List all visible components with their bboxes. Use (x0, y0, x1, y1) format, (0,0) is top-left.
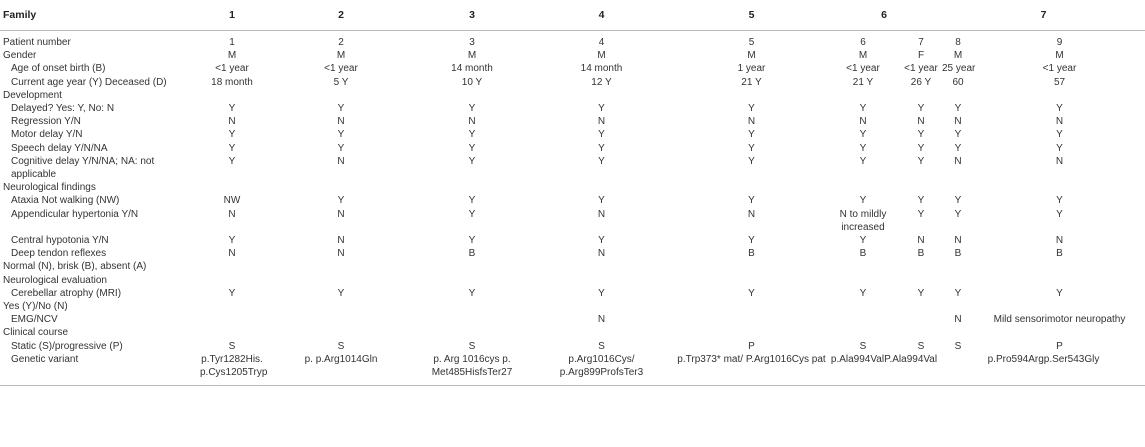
table-row (0, 128, 1145, 141)
table-cell: p. Arg 1016cys p. Met485HisfsTer27 (431, 353, 513, 379)
table-cell: Y (748, 142, 755, 154)
table-cell: Y (954, 142, 962, 154)
table-cell (826, 181, 900, 194)
table-cell: S (954, 340, 962, 352)
table-cell (418, 313, 526, 326)
table-cell: 7 (918, 37, 924, 48)
row-label: Development (3, 89, 62, 101)
table-cell: N (597, 208, 606, 220)
table-cell: Y (917, 208, 925, 220)
table-cell: S (917, 340, 925, 352)
table-row (0, 155, 1145, 181)
table-cell: Y (337, 103, 345, 115)
table-cell: B (954, 248, 962, 260)
table-cell: M (953, 50, 963, 62)
table-cell (200, 274, 264, 287)
row-label: Yes (Y)/No (N) (3, 301, 68, 313)
table-cell (264, 300, 418, 313)
row-label: Central hypotonia Y/N (11, 235, 109, 247)
table-cell (200, 326, 264, 339)
table-row (0, 208, 1145, 234)
table-cell: Y (1056, 208, 1063, 220)
row-label: Current age year (Y) Deceased (D) (11, 76, 167, 88)
table-cell: p.Tyr1282His. p.Cys1205Tryp (200, 353, 268, 379)
table-cell: Y (748, 155, 755, 167)
table-cell: M (747, 50, 756, 62)
table-cell: N (597, 314, 606, 326)
table-cell: Y (468, 287, 476, 299)
table-cell (942, 274, 974, 287)
table-cell: Y (859, 129, 867, 141)
table-cell: Y (917, 195, 925, 207)
table-cell: Y (859, 155, 867, 167)
table-cell: B (468, 248, 476, 260)
table-cell (826, 326, 900, 339)
table-cell: B (859, 248, 867, 260)
table-cell (264, 326, 418, 339)
table-cell (974, 300, 1145, 313)
table-cell: Y (1056, 142, 1063, 154)
table-cell: Y (228, 103, 236, 115)
row-label: Delayed? Yes: Y, No: N (11, 103, 115, 115)
table-cell (974, 260, 1145, 273)
table-cell: Y (748, 103, 755, 115)
table-cell: 14 month (580, 63, 623, 75)
table-cell (418, 326, 526, 339)
table-row (0, 31, 1145, 50)
table-cell: <1 year (1042, 63, 1077, 75)
table-cell: N (1055, 116, 1064, 128)
table-cell: 3 (469, 37, 475, 48)
table-cell: p.Ala994ValP.Ala994Val (830, 353, 938, 365)
table-cell: B (748, 248, 755, 260)
table-cell (526, 274, 677, 287)
table-cell: M (858, 50, 868, 62)
table-row (0, 274, 1145, 287)
table-cell: N (337, 208, 345, 220)
table-cell (677, 274, 826, 287)
table-cell (974, 89, 1145, 102)
table-cell: N to mildly increased (839, 208, 887, 233)
table-cell: Mild sensorimotor neuropathy (993, 314, 1126, 326)
row-label: EMG/NCV (11, 314, 58, 326)
table-cell: <1 year (215, 63, 249, 75)
table-cell (200, 260, 264, 273)
table-cell (526, 181, 677, 194)
table-cell: p.Pro594Argp.Ser543Gly (987, 353, 1100, 365)
table-cell: Y (748, 195, 755, 207)
table-cell: 4 (598, 37, 605, 48)
table-cell: 2 (338, 37, 344, 48)
family-header-5: 5 (677, 0, 826, 31)
table-cell: N (747, 208, 756, 220)
row-label: Deep tendon reflexes (11, 248, 107, 260)
table-cell: Y (598, 235, 605, 247)
table-cell: N (597, 248, 606, 260)
table-cell (942, 260, 974, 273)
table-cell: 18 month (211, 76, 253, 88)
table-cell: S (859, 340, 867, 352)
table-row (0, 287, 1145, 300)
table-cell: Y (598, 195, 605, 207)
table-cell: 5 (748, 37, 755, 48)
table-cell: Y (954, 195, 962, 207)
table-row (0, 62, 1145, 75)
table-cell: Y (859, 287, 867, 299)
table-cell (826, 89, 900, 102)
table-cell: N (917, 235, 925, 247)
row-label: Speech delay Y/N/NA (11, 142, 108, 154)
table-cell (974, 274, 1145, 287)
table-row (0, 89, 1145, 102)
table-cell (900, 300, 942, 313)
table-cell: Y (337, 142, 345, 154)
row-label: Gender (3, 50, 37, 62)
table-cell: 12 Y (591, 76, 612, 88)
table-row (0, 234, 1145, 247)
table-cell (974, 181, 1145, 194)
table-cell: 21 Y (741, 76, 762, 88)
table-cell (264, 89, 418, 102)
table-cell: Y (468, 155, 476, 167)
table-cell (826, 300, 900, 313)
table-cell: <1 year (324, 63, 358, 75)
table-cell: 60 (952, 76, 964, 88)
table-cell: p.Trp373* mat/ P.Arg1016Cys pat (677, 353, 826, 365)
table-cell: Y (228, 287, 236, 299)
table-cell (900, 326, 942, 339)
table-cell (900, 260, 942, 273)
table-cell (200, 300, 264, 313)
table-cell (200, 181, 264, 194)
row-label: Neurological evaluation (3, 274, 107, 286)
table-cell: P (1056, 340, 1063, 352)
row-label: Static (S)/progressive (P) (11, 340, 123, 352)
table-cell: Y (917, 287, 925, 299)
table-cell: Y (859, 142, 867, 154)
table-cell: Y (1056, 195, 1063, 207)
table-cell (974, 326, 1145, 339)
table-cell: Y (337, 287, 345, 299)
table-cell: 25 year (942, 63, 976, 75)
family-header-3: 3 (418, 0, 526, 31)
row-label: Cerebellar atrophy (MRI) (11, 287, 122, 299)
table-cell (526, 89, 677, 102)
table-cell (677, 300, 826, 313)
table-cell: 1 (229, 37, 235, 48)
family-header-1: 1 (200, 0, 264, 31)
table-cell: N (917, 116, 925, 128)
table-cell (418, 181, 526, 194)
table-row (0, 194, 1145, 207)
table-cell (677, 89, 826, 102)
table-cell: N (337, 155, 345, 167)
table-cell (677, 326, 826, 339)
table-cell (264, 181, 418, 194)
table-cell: Y (1056, 287, 1063, 299)
table-cell: Y (917, 155, 925, 167)
table-cell (526, 326, 677, 339)
table-cell: 9 (1056, 37, 1063, 48)
table-cell: N (1055, 235, 1064, 247)
table-cell: Y (748, 287, 755, 299)
table-cell (677, 260, 826, 273)
table-cell: 1 year (737, 63, 766, 75)
table-row (0, 142, 1145, 155)
table-cell: Y (859, 235, 867, 247)
table-cell: B (1056, 248, 1063, 260)
table-row (0, 115, 1145, 128)
table-cell: Y (228, 155, 236, 167)
table-cell: 21 Y (852, 76, 874, 88)
table-cell: N (954, 155, 962, 167)
table-row (0, 300, 1145, 313)
table-cell: Y (468, 129, 476, 141)
table-cell: N (954, 116, 962, 128)
row-label: Patient number (3, 37, 71, 48)
table-cell: Y (917, 142, 925, 154)
table-cell: 5 Y (333, 76, 349, 88)
table-cell (900, 274, 942, 287)
row-label: Neurological findings (3, 182, 96, 194)
family-header-row (0, 0, 1145, 31)
table-cell: Y (1056, 103, 1063, 115)
row-label: Genetic variant (11, 353, 79, 365)
table-cell: N (1055, 155, 1064, 167)
table-cell: Y (859, 195, 867, 207)
table-cell: N (747, 116, 756, 128)
table-cell: Y (954, 287, 962, 299)
table-cell: Y (917, 103, 925, 115)
table-cell: Y (228, 235, 236, 247)
table-cell (826, 313, 900, 326)
table-cell (264, 274, 418, 287)
family-header-4: 4 (526, 0, 677, 31)
row-label: Normal (N), brisk (B), absent (A) (3, 261, 147, 273)
table-cell: Y (337, 129, 345, 141)
table-cell: N (859, 116, 867, 128)
table-cell: Y (468, 235, 476, 247)
table-cell (900, 89, 942, 102)
row-label: Age of onset birth (B) (11, 63, 106, 75)
table-cell: 8 (955, 37, 961, 48)
table-cell: S (228, 340, 236, 352)
table-row (0, 340, 1145, 353)
table-cell: N (337, 248, 345, 260)
table-cell (900, 181, 942, 194)
table-cell: Y (598, 142, 605, 154)
table-cell (900, 313, 942, 326)
table-cell (677, 181, 826, 194)
table-cell: 6 (860, 37, 866, 48)
table-cell (826, 274, 900, 287)
table-row (0, 76, 1145, 89)
family-header-label: Family (0, 0, 200, 31)
table-cell: N (337, 235, 345, 247)
table-cell: p. p.Arg1014Gln (304, 353, 378, 365)
table-cell (826, 260, 900, 273)
table-cell: Y (748, 129, 755, 141)
table-cell: NW (223, 195, 241, 207)
table-cell (418, 300, 526, 313)
table-cell: S (337, 340, 345, 352)
table-cell: M (597, 50, 606, 62)
table-cell: Y (917, 129, 925, 141)
table-cell (526, 300, 677, 313)
table-cell: Y (228, 142, 236, 154)
table-row (0, 102, 1145, 115)
table-cell: Y (468, 103, 476, 115)
row-label: Motor delay Y/N (11, 129, 83, 141)
table-cell (264, 260, 418, 273)
table-cell: S (598, 340, 605, 352)
table-row (0, 260, 1145, 273)
table-cell: 57 (1053, 76, 1066, 88)
table-row (0, 181, 1145, 194)
table-cell: <1 year (904, 63, 938, 75)
table-cell: Y (598, 287, 605, 299)
table-cell: N (228, 208, 236, 220)
table-cell: Y (954, 208, 962, 220)
row-label: Ataxia Not walking (NW) (11, 195, 120, 207)
table-cell: M (467, 50, 477, 62)
table-cell (942, 89, 974, 102)
table-cell: F (917, 50, 925, 62)
table-cell (200, 89, 264, 102)
table-cell: 26 Y (910, 76, 932, 88)
table-cell (526, 260, 677, 273)
table-cell: M (1055, 50, 1064, 62)
table-cell: N (228, 248, 236, 260)
table-cell: 10 Y (461, 76, 483, 88)
table-cell (200, 313, 264, 326)
row-label: Cognitive delay Y/N/NA; NA: not applicable (11, 155, 155, 181)
table-cell: B (917, 248, 925, 260)
row-label: Clinical course (3, 327, 69, 339)
table-cell: 14 month (451, 63, 493, 75)
table-cell: Y (859, 103, 867, 115)
row-label: Regression Y/N (11, 116, 81, 128)
table-cell: Y (337, 195, 345, 207)
table-cell: N (228, 116, 236, 128)
table-cell (264, 313, 418, 326)
family-header-2: 2 (264, 0, 418, 31)
table-cell (942, 300, 974, 313)
table-cell: <1 year (846, 63, 880, 75)
table-cell (942, 326, 974, 339)
table-cell: Y (1056, 129, 1063, 141)
table-row (0, 49, 1145, 62)
table-cell: Y (228, 129, 236, 141)
family-header-6: 6 (826, 0, 942, 31)
table-cell: Y (468, 208, 476, 220)
family-header-7: 7 (942, 0, 1145, 31)
table-cell: N (337, 116, 345, 128)
table-cell: Y (954, 103, 962, 115)
table-row (0, 353, 1145, 385)
table-cell: P (748, 340, 755, 352)
table-cell: p.Arg1016Cys/ p.Arg899ProfsTer3 (559, 353, 644, 379)
table-cell: N (954, 314, 962, 326)
table-cell: N (597, 116, 606, 128)
table-cell: M (336, 50, 346, 62)
table-row (0, 313, 1145, 326)
table-cell: Y (598, 103, 605, 115)
table-cell (418, 89, 526, 102)
table-cell (942, 181, 974, 194)
table-cell: Y (954, 129, 962, 141)
table-cell: Y (748, 235, 755, 247)
row-label: Appendicular hypertonia Y/N (11, 208, 139, 220)
table-cell: Y (468, 142, 476, 154)
table-cell: N (468, 116, 476, 128)
table-cell: M (227, 50, 237, 62)
table-cell: Y (598, 129, 605, 141)
table-cell: N (954, 235, 962, 247)
table-cell (677, 313, 826, 326)
table-cell: S (468, 340, 476, 352)
table-row (0, 247, 1145, 260)
table-cell (418, 260, 526, 273)
table-cell: Y (598, 155, 605, 167)
table-cell (418, 274, 526, 287)
table-cell: Y (468, 195, 476, 207)
table-row (0, 326, 1145, 339)
